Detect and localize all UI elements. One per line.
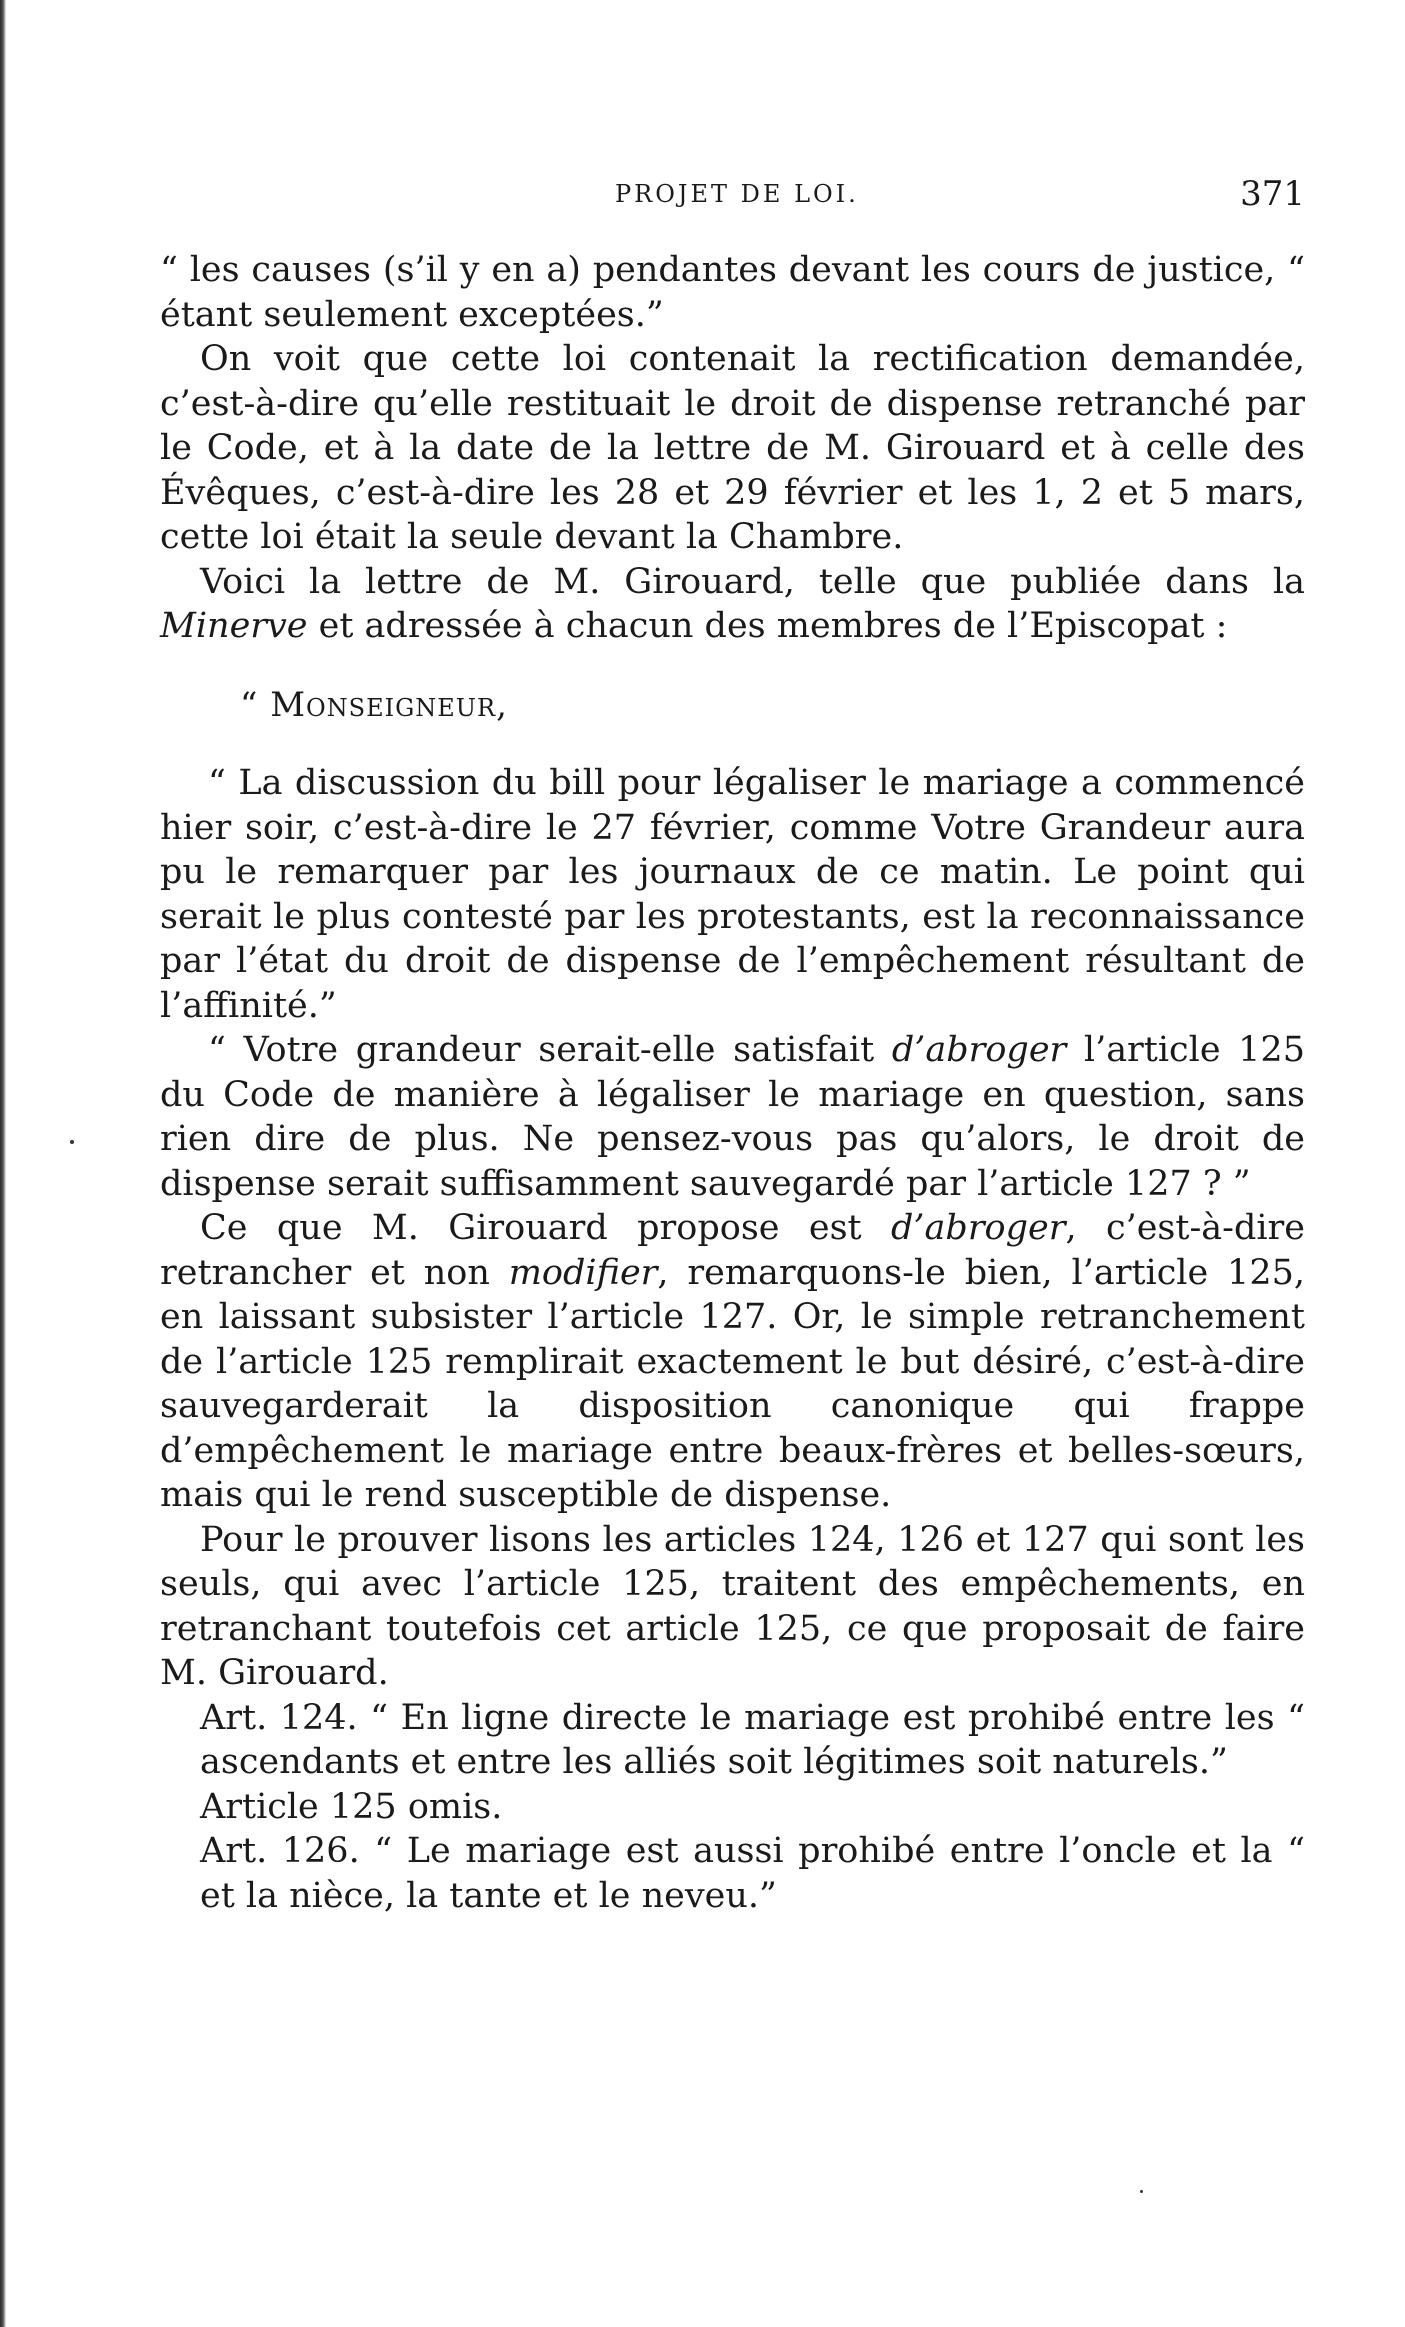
- article-125-omitted: Article 125 omis.: [200, 1786, 503, 1827]
- spacer: [160, 649, 1305, 683]
- letter-intro-end: et adressée à chacun des membres de l’Episcopat :: [318, 606, 1228, 646]
- running-title: PROJET DE LOI.: [615, 180, 859, 208]
- letter-question-end: l’article 125 du Code de manière à légaliser le mariage en question, sans rien dire de plus. Ne pensez-vous pas qu’alors, le droit de dispense serait suffisamment sauvegardé par l’article 127 ? ”: [160, 1030, 1305, 1204]
- paragraph-letter-intro: [160, 560, 1305, 649]
- page-binding-edge: [0, 0, 6, 2327]
- paragraph-law-rectification: On voit que cette loi contenait la rectification demandée, c’est-à-dire qu’elle restituait le droit de dispense retranché par le Code, et à la date de la lettre de M. Girouard et à celle des Évêques, c’est-à-dire les 28 et 29 février et les 1, 2 et 5 mars, cette loi était la seule devant la Chambre.: [160, 339, 1305, 557]
- letter-intro-start: Voici la lettre de M. Girouard, telle que publiée dans la: [200, 561, 1305, 602]
- letter-paragraph-discussion: “ La discussion du bill pour légaliser le mariage a commencé hier soir, c’est-à-dire le 27 février, comme Votre Grandeur aura pu le remarquer par les journaux de ce matin. Le point qui serait le plus contesté par les protestants, est la reconnaissance par l’état du droit de dispense de l’empêchement résultant de l’affinité.”: [160, 763, 1305, 1026]
- proposal-part-a: Ce que M. Girouard propose est: [200, 1208, 862, 1248]
- spacer: [160, 727, 1305, 761]
- article-126: Art. 126. “ Le mariage est aussi prohibé entre l’oncle et la “ et la nièce, la tante et le neveu.”: [200, 1831, 1305, 1916]
- ink-speck: [1140, 2190, 1143, 2193]
- paragraph-quote-continuation: “ les causes (s’il y en a) pendantes devant les cours de justice, “ étant seulement exceptées.”: [160, 250, 1305, 335]
- abroger-italic-2: d’abroger: [891, 1208, 1066, 1248]
- proposal-part-c: , remarquons-le bien, l’article 125, en laissant subsister l’article 127. Or, le simple retranchement de l’article 125 remplirait exactement le but désiré, c’est-à-dire sauvegarderait la disposition canonique qui frappe d’empêchement le mariage entre beaux-frères et belles-sœurs, mais qui le rend susceptible de dispense.: [160, 1252, 1305, 1515]
- letter-question-start: “ Votre grandeur serait-elle satisfait: [208, 1030, 875, 1070]
- paragraph-articles-intro: Pour le prouver lisons les articles 124, 126 et 127 qui sont les seuls, qui avec l’article 125, traitent des empêchements, en retranchant toutefois cet article 125, ce que proposait de faire M. Girouard.: [160, 1519, 1305, 1693]
- page-number: 371: [1240, 174, 1305, 214]
- paragraph-girouard-proposal: [160, 1206, 1305, 1518]
- article-124: Art. 124. “ En ligne directe le mariage est prohibé entre les “ ascendants et entre les alliés soit légitimes soit naturels.”: [200, 1697, 1305, 1782]
- ink-speck: [70, 1140, 74, 1144]
- book-page: [160, 170, 1305, 1918]
- letter-salutation: “ Monseigneur,: [240, 684, 508, 725]
- abroger-italic: d’abroger: [891, 1030, 1067, 1070]
- proposal-part-b: , c’est-à-dire retrancher et non: [160, 1208, 1306, 1293]
- letter-paragraph-question: [160, 1028, 1305, 1206]
- body-text: [160, 248, 1305, 1918]
- minerve-title: Minerve: [160, 606, 308, 646]
- modifier-italic: modifier: [508, 1252, 658, 1293]
- running-head: [160, 170, 1305, 230]
